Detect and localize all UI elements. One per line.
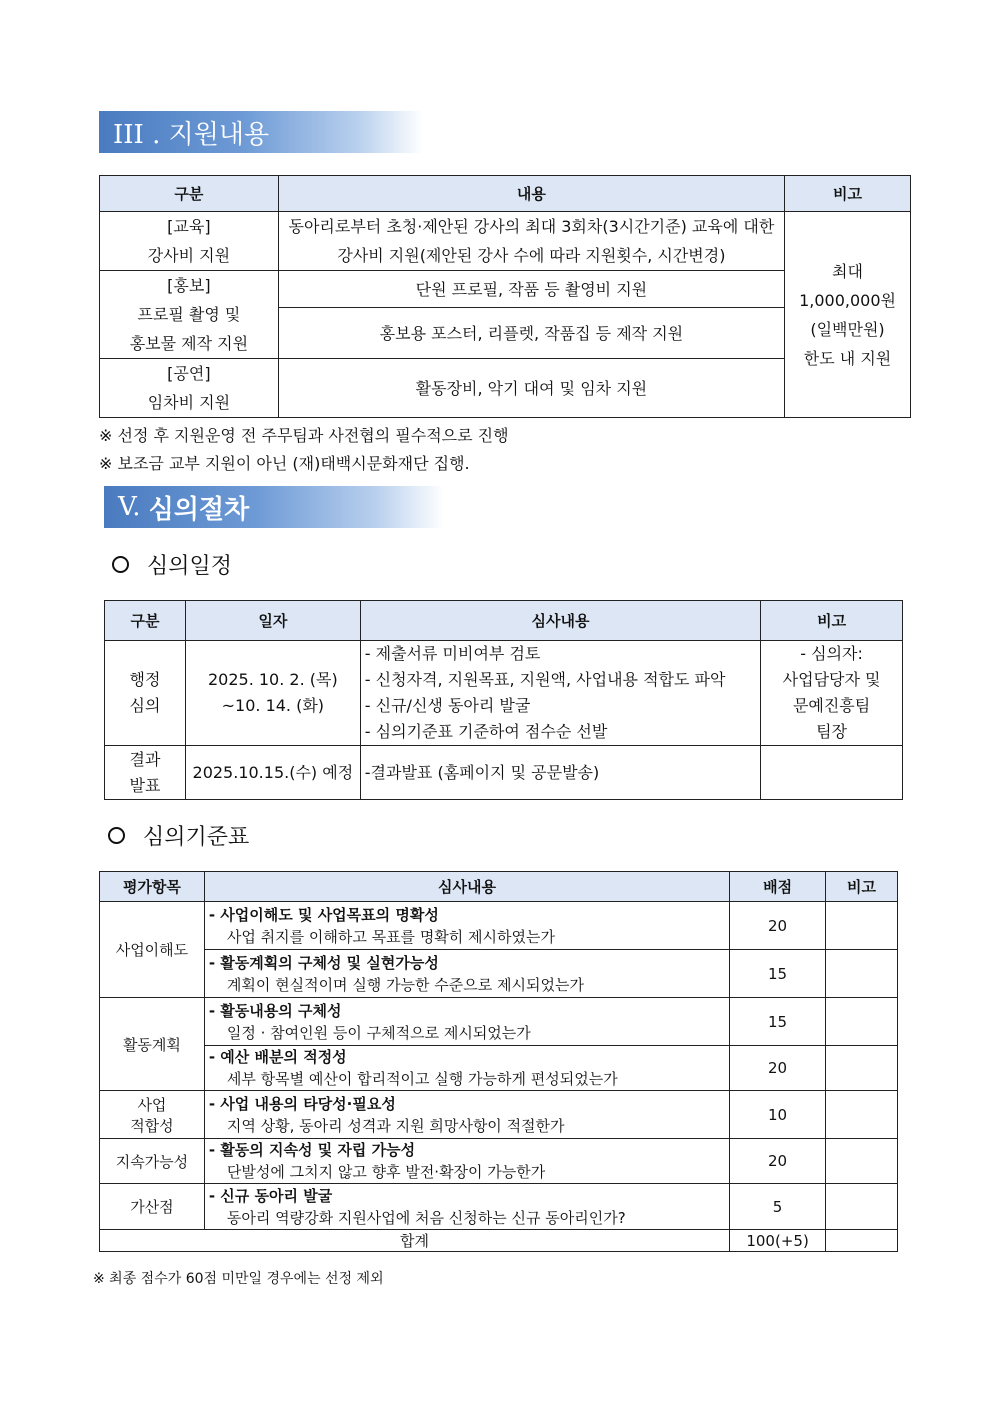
review-item: - 신청자격, 지원목표, 지원액, 사업내용 적합도 파악 (364, 670, 726, 689)
criteria-content (204, 902, 729, 950)
criteria-note (826, 998, 898, 1046)
category-line: 심의 (129, 696, 161, 715)
criteria-content (204, 1046, 729, 1091)
criteria-score: 10 (730, 1091, 826, 1139)
criteria-item-desc: 일정 · 참여인원 등이 구체적으로 제시되었는가 (226, 1023, 531, 1042)
criteria-header-score: 배점 (730, 872, 826, 902)
schedule-row-result (105, 746, 903, 800)
content-line: 강사비 지원(제안된 강사 수에 따라 지원횟수, 시간변경) (337, 246, 726, 265)
category-line: 임차비 지원 (147, 393, 231, 412)
note-line: 한도 내 지원 (803, 348, 892, 368)
note-line: 팀장 (816, 722, 848, 741)
criteria-group-understanding: 사업이해도 (100, 902, 205, 998)
support-note-1: ※ 선정 후 지원운영 전 주무팀과 사전협의 필수적으로 진행 (99, 426, 509, 445)
support-header-content: 내용 (278, 176, 784, 212)
circle-bullet-icon (108, 827, 125, 844)
note-line: 사업담당자 및 (782, 670, 881, 689)
support-content-promo-photo: 단원 프로필, 작품 등 촬영비 지원 (278, 271, 784, 308)
criteria-content (204, 998, 729, 1046)
category-line: 행정 (129, 670, 161, 689)
criteria-item-title: - 활동계획의 구체성 및 실현가능성 (208, 953, 439, 972)
criteria-item-desc: 세부 항목별 예산이 합리적이고 실행 가능하게 편성되었는가 (226, 1070, 618, 1088)
criteria-header-item: 평가항목 (100, 872, 205, 902)
criteria-content (204, 1184, 729, 1230)
category-line: 프로필 촬영 및 (137, 305, 241, 324)
criteria-item-title: - 활동내용의 구체성 (208, 1001, 342, 1020)
criteria-header-note: 비고 (826, 872, 898, 902)
support-note-2: ※ 보조금 교부 지원이 아닌 (재)태백시문화재단 집행. (99, 454, 470, 473)
schedule-row-review (105, 641, 903, 746)
criteria-score: 15 (730, 950, 826, 998)
schedule-title: 심의일정 (147, 554, 233, 579)
support-row-education (100, 212, 911, 271)
criteria-group-sustain: 지속가능성 (100, 1139, 205, 1184)
support-category-education (100, 212, 279, 271)
schedule-header-date: 일자 (185, 601, 360, 641)
criteria-row (100, 950, 898, 998)
section-5-number: V. (118, 492, 141, 522)
review-item: - 제출서류 미비여부 검토 (364, 644, 541, 663)
schedule-content-result: -결과발표 (홈페이지 및 공문발송) (360, 746, 760, 800)
criteria-table (99, 871, 898, 1252)
review-item: - 신규/신생 동아리 발굴 (364, 696, 531, 715)
criteria-item-desc: 계획이 현실적이며 실행 가능한 수준으로 제시되었는가 (226, 975, 584, 994)
criteria-content (204, 1139, 729, 1184)
criteria-item-desc: 사업 취지를 이해하고 목표를 명확히 제시하였는가 (226, 927, 555, 946)
criteria-item-desc: 동아리 역량강화 지원사업에 처음 신청하는 신규 동아리인가? (226, 1208, 626, 1227)
criteria-note (826, 1139, 898, 1184)
category-line: [홍보] (167, 276, 211, 295)
schedule-date-result: 2025.10.15.(수) 예정 (185, 746, 360, 800)
group-line: 적합성 (130, 1116, 174, 1135)
criteria-row (100, 1184, 898, 1230)
schedule-header-note: 비고 (761, 601, 903, 641)
criteria-score: 20 (730, 902, 826, 950)
criteria-content (204, 1091, 729, 1139)
criteria-score: 20 (730, 1139, 826, 1184)
criteria-item-title: - 예산 배분의 적정성 (208, 1048, 347, 1066)
criteria-item-title: - 사업이해도 및 사업목표의 명확성 (208, 905, 439, 924)
support-header-note: 비고 (785, 176, 911, 212)
criteria-row (100, 998, 898, 1046)
category-line: [공연] (167, 364, 211, 383)
schedule-category-review (105, 641, 186, 746)
support-content-education (278, 212, 784, 271)
schedule-category-result (105, 746, 186, 800)
schedule-header-content: 심사내용 (360, 601, 760, 641)
schedule-table (104, 600, 903, 800)
criteria-row (100, 902, 898, 950)
category-line: 강사비 지원 (147, 246, 231, 265)
criteria-header-row (100, 872, 898, 902)
schedule-header-category: 구분 (105, 601, 186, 641)
section-5-title: 심의절차 (148, 494, 250, 525)
support-content-promo-print: 홍보용 포스터, 리플렛, 작품집 등 제작 지원 (278, 308, 784, 359)
criteria-score: 5 (730, 1184, 826, 1230)
criteria-note (826, 1184, 898, 1230)
criteria-header-content: 심사내용 (204, 872, 729, 902)
criteria-item-title: - 사업 내용의 타당성·필요성 (208, 1094, 396, 1113)
criteria-content (204, 950, 729, 998)
review-item: - 심의기준표 기준하여 점수순 선발 (364, 722, 608, 741)
support-content-performance: 활동장비, 악기 대여 및 임차 지원 (278, 359, 784, 418)
note-line: (일백만원) (810, 319, 885, 339)
category-line: [교육] (167, 217, 211, 236)
support-header-row (100, 176, 911, 212)
criteria-item-desc: 단발성에 그치지 않고 향후 발전·확장이 가능한가 (226, 1163, 546, 1181)
criteria-group-plan: 활동계획 (100, 998, 205, 1091)
criteria-item-desc: 지역 상황, 동아리 성격과 지원 희망사항이 적절한가 (226, 1116, 565, 1135)
criteria-row (100, 1091, 898, 1139)
criteria-total-note (826, 1230, 898, 1252)
schedule-note-review (761, 641, 903, 746)
support-header-category: 구분 (100, 176, 279, 212)
criteria-group-bonus: 가산점 (100, 1184, 205, 1230)
criteria-note (826, 950, 898, 998)
category-line: 결과 (129, 749, 161, 769)
note-line: 문예진흥팀 (792, 696, 871, 715)
support-category-performance (100, 359, 279, 418)
section-5-heading (104, 486, 444, 528)
note-line: 최대 (832, 261, 863, 281)
final-note: ※ 최종 점수가 60점 미만일 경우에는 선정 제외 (93, 1271, 384, 1287)
criteria-note (826, 1046, 898, 1091)
criteria-item-title: - 활동의 지속성 및 자립 가능성 (208, 1141, 416, 1159)
criteria-title: 심의기준표 (143, 825, 250, 850)
group-line: 사업 (137, 1095, 167, 1114)
criteria-score: 20 (730, 1046, 826, 1091)
criteria-subheading (108, 820, 249, 851)
support-note (785, 212, 911, 418)
category-line: 발표 (129, 775, 161, 795)
section-3-heading (99, 111, 423, 153)
section-3-title: III . 지원내용 (113, 119, 270, 150)
note-line: 1,000,000원 (799, 290, 896, 310)
support-category-promo (100, 271, 279, 359)
schedule-note-result (761, 746, 903, 800)
criteria-total-label: 합계 (100, 1230, 730, 1252)
criteria-total-score: 100(+5) (730, 1230, 826, 1252)
date-line: ~10. 14. (화) (221, 696, 325, 715)
note-line: - 심의자: (800, 644, 863, 663)
criteria-note (826, 902, 898, 950)
schedule-content-review (360, 641, 760, 746)
content-line: 동아리로부터 초청·제안된 강사의 최대 3회차(3시간기준) 교육에 대한 (288, 217, 775, 236)
criteria-total-row (100, 1230, 898, 1252)
category-line: 홍보물 제작 지원 (129, 334, 249, 353)
criteria-row (100, 1139, 898, 1184)
criteria-score: 15 (730, 998, 826, 1046)
schedule-date-review (185, 641, 360, 746)
criteria-note (826, 1091, 898, 1139)
date-line: 2025. 10. 2. (목) (207, 670, 338, 689)
circle-bullet-icon (112, 556, 129, 573)
schedule-subheading (112, 549, 232, 580)
support-table (99, 175, 911, 418)
criteria-item-title: - 신규 동아리 발굴 (208, 1186, 333, 1205)
schedule-header-row (105, 601, 903, 641)
criteria-group-fit (100, 1091, 205, 1139)
criteria-row (100, 1046, 898, 1091)
